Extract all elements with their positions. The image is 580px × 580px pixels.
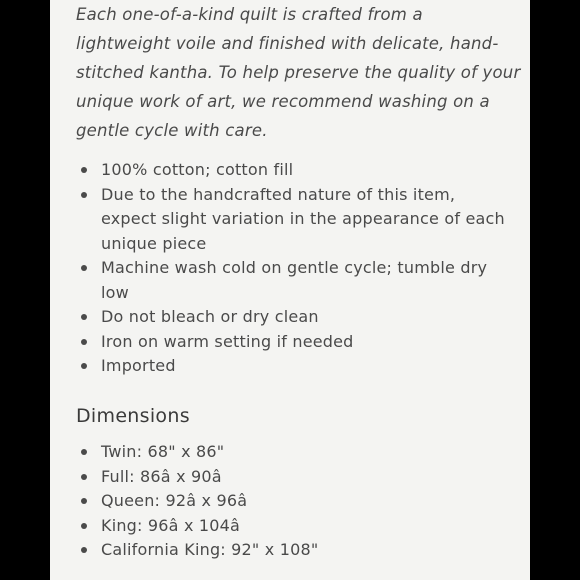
dimensions-heading: Dimensions (76, 405, 190, 427)
feature-item (80, 183, 520, 257)
feature-text: Due to the handcrafted nature of this item, (101, 184, 456, 204)
feature-item (80, 354, 520, 379)
bullet-icon (81, 339, 87, 345)
feature-text: low (101, 282, 129, 302)
product-description-panel (50, 0, 530, 580)
dimension-item (80, 440, 520, 465)
dimension-item (80, 489, 520, 514)
bullet-icon (81, 449, 87, 455)
intro-line: Each one-of-a-kind quilt is crafted from a (76, 5, 423, 24)
feature-text: Machine wash cold on gentle cycle; tumble dry (101, 258, 488, 277)
product-intro-text (76, 0, 521, 145)
dimension-text: Queen: 92â x 96â (101, 491, 248, 510)
dimension-item (80, 538, 520, 563)
intro-line: gentle cycle with care. (76, 121, 268, 140)
feature-text: Imported (101, 356, 176, 375)
bullet-icon (81, 547, 87, 553)
letterbox-left (0, 0, 50, 580)
feature-item (80, 330, 520, 355)
dimension-item (80, 465, 520, 490)
dimension-text: Full: 86â x 90â (101, 466, 222, 486)
feature-text: Iron on warm setting if needed (101, 331, 354, 351)
dimension-item (80, 514, 520, 539)
bullet-icon (81, 498, 87, 504)
letterbox-right (530, 0, 580, 580)
bullet-icon (81, 265, 87, 271)
bullet-icon (81, 523, 87, 529)
dimension-text: Twin: 68" x 86" (101, 442, 225, 461)
bullet-icon (81, 363, 87, 369)
bullet-icon (81, 314, 87, 320)
intro-line: stitched kantha. To help preserve the quality of your (76, 63, 521, 82)
bullet-icon (81, 167, 87, 173)
feature-text: 100% cotton; cotton fill (101, 160, 294, 179)
intro-line: lightweight voile and finished with delicate, hand- (76, 34, 499, 53)
feature-list (80, 158, 520, 379)
dimension-text: King: 96â x 104â (101, 515, 241, 535)
bullet-icon (81, 192, 87, 198)
feature-text: Do not bleach or dry clean (101, 307, 319, 326)
feature-item (80, 158, 520, 183)
dimension-text: California King: 92" x 108" (101, 540, 319, 559)
feature-text: expect slight variation in the appearance of each (101, 209, 505, 228)
feature-item (80, 305, 520, 330)
dimensions-list (80, 440, 520, 563)
feature-item (80, 256, 520, 305)
bullet-icon (81, 474, 87, 480)
intro-line: unique work of art, we recommend washing on a (76, 92, 490, 111)
feature-text: unique piece (101, 233, 207, 253)
